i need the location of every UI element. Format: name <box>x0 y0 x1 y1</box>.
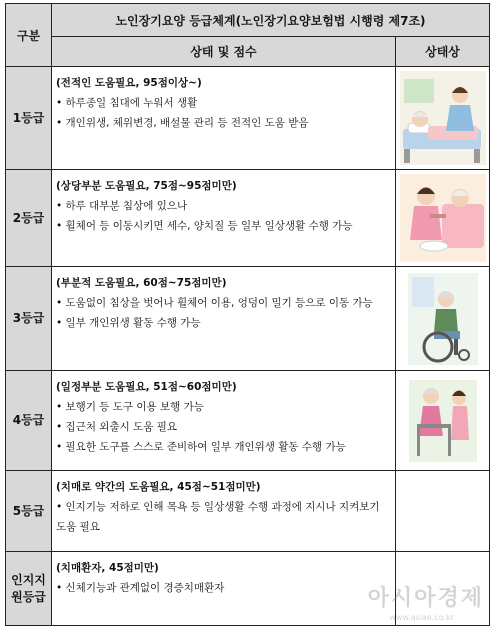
grade-title: (일정부분 도움필요, 51점~60점미만) <box>56 381 237 393</box>
header-row-sub <box>6 37 490 67</box>
walker-illustration <box>409 380 477 462</box>
grade-label: 2등급 <box>6 170 52 267</box>
grade-item: • 개인위생, 체위변경, 배설물 관리 등 전적인 도움 받음 <box>56 117 309 129</box>
grade-label: 1등급 <box>6 67 52 170</box>
grade-description <box>52 471 396 552</box>
grade-title: (상당부분 도움필요, 75점~95점미만) <box>56 180 237 192</box>
grade-illustration-cell <box>396 67 490 170</box>
caregiver-feeding-illustration <box>400 174 486 262</box>
grade-label: 인지지원등급 <box>6 552 52 626</box>
grade-item: • 보행기 등 도구 이용 보행 가능 <box>56 401 204 413</box>
grade-item: • 신체기능과 관계없이 경증치매환자 <box>56 582 225 594</box>
grade-item: • 필요한 도구를 스스로 준비하여 일부 개인위생 활동 수행 가능 <box>56 441 346 453</box>
system-title-header: 노인장기요양 등급체계(노인장기요양보험법 시행령 제7조) <box>52 4 490 37</box>
grade-title: (치매환자, 45점미만) <box>56 562 159 574</box>
grade-label: 4등급 <box>6 371 52 471</box>
watermark-url: www.asiae.co.kr <box>389 613 454 622</box>
grade-illustration-cell <box>396 371 490 471</box>
status-image-header: 상태상 <box>396 37 490 67</box>
grade-title: (치매로 약간의 도움필요, 45점~51점미만) <box>56 481 261 493</box>
grade-row-5 <box>6 471 490 552</box>
grade-description <box>52 267 396 371</box>
grade-illustration-cell <box>396 170 490 267</box>
grade-description <box>52 371 396 471</box>
grade-row-3 <box>6 267 490 371</box>
division-header: 구분 <box>6 4 52 67</box>
grade-title: (부분적 도움필요, 60점~75점미만) <box>56 277 227 289</box>
watermark-logo: 아시아경제 <box>367 586 484 611</box>
grade-description <box>52 67 396 170</box>
bedridden-elder-illustration <box>400 71 486 165</box>
grade-description <box>52 170 396 267</box>
grade-item: • 인지기능 저하로 인해 목욕 등 일상생활 수행 과정에 지시나 지켜보기 도움 필요 <box>56 501 380 533</box>
grade-illustration-cell <box>396 471 490 552</box>
grade-row-4 <box>6 371 490 471</box>
grade-label: 3등급 <box>6 267 52 371</box>
condition-score-header: 상태 및 점수 <box>52 37 396 67</box>
wheelchair-illustration <box>408 273 478 365</box>
grade-illustration-cell <box>396 267 490 371</box>
care-grade-table <box>5 3 490 626</box>
grade-label: 5등급 <box>6 471 52 552</box>
grade-description <box>52 552 396 626</box>
grade-item: • 휠체어 등 이동시키면 세수, 양치질 등 일부 일상생활 수행 가능 <box>56 220 353 232</box>
grade-item: • 하루 대부분 침상에 있으나 <box>56 200 188 212</box>
grade-title: (전적인 도움필요, 95점이상~) <box>56 77 202 89</box>
grade-row-2 <box>6 170 490 267</box>
grade-item: • 일부 개인위생 활동 수행 가능 <box>56 317 201 329</box>
grade-item: • 집근처 외출시 도움 필요 <box>56 421 177 433</box>
header-row-top <box>6 4 490 37</box>
grade-item: • 도움없이 침상을 벗어나 휠체어 이용, 엉덩이 밀기 등으로 이동 가능 <box>56 297 373 309</box>
grade-row-1 <box>6 67 490 170</box>
grade-item: • 하루종일 침대에 누워서 생활 <box>56 97 198 109</box>
